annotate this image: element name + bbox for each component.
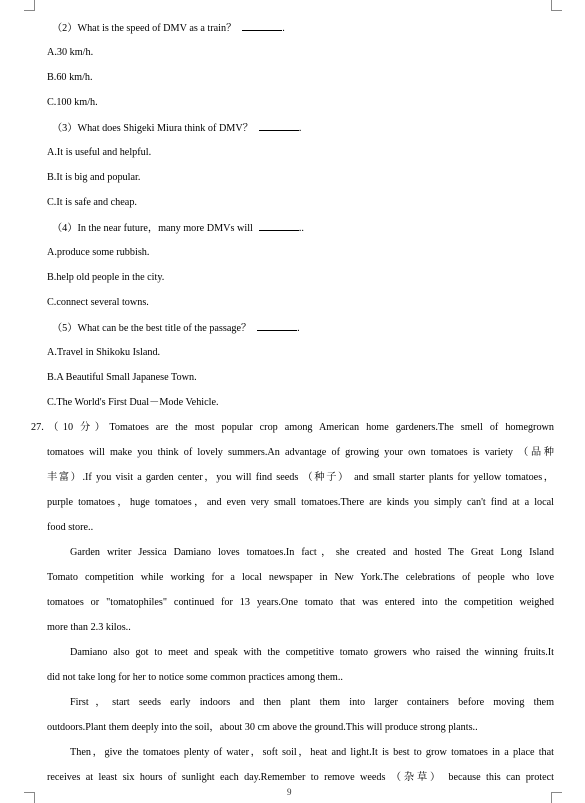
passage-line: 丰富）.If you visit a garden center，you will find seeds （种子） and small starter plants for yellow tomatoes，: [47, 472, 554, 483]
question-stem-text: （3）What does Shigeki Miura think of DMV？: [52, 123, 253, 134]
question-2-stem: [52, 21, 285, 35]
option-line: C.It is safe and cheap.: [47, 197, 137, 208]
crop-mark-top-right: [551, 0, 562, 11]
passage-line: tomatoes will make you think of lovely summers.An advantage of growing your own tomatoes is variety （品种: [47, 447, 554, 458]
passage-line: outdoors.Plant them deeply into the soil，about 30 cm above the ground.This will produce strong plants..: [47, 722, 478, 733]
passage-line: more than 2.3 kilos..: [47, 622, 131, 633]
option-line: A.30 km/h.: [47, 47, 94, 58]
question-stem-text: （4）In the near future，many more DMVs will: [52, 223, 253, 234]
crop-mark-top-left: [24, 0, 35, 11]
passage-line: did not take long for her to notice some common practices among them..: [47, 672, 343, 683]
question-tail: ..: [298, 223, 304, 234]
crop-mark-bottom-left: [24, 792, 35, 803]
option-line: C.100 km/h.: [47, 97, 98, 108]
passage-line: First，start seeds early indoors and then plant them into larger containers before moving them: [70, 697, 554, 708]
question-4-stem: [52, 221, 304, 235]
question-stem-text: （2）What is the speed of DMV as a train？: [52, 23, 237, 34]
passage-line: tomatoes or "tomatophiles" continued for 13 years.One tomato that was entered into the competition weighed: [47, 597, 554, 608]
passage-line: receives at least six hours of sunlight each day.Remember to remove weeds （杂草） because this can protect: [47, 772, 554, 783]
page-number: 9: [287, 787, 292, 797]
passage-line: food store..: [47, 522, 94, 533]
passage-line: Then，give the tomatoes plenty of water，soft soil，heat and light.It is best to grow tomatoes in a place that: [70, 747, 554, 758]
question-5-stem: [52, 321, 300, 335]
question-tail: .: [282, 23, 285, 34]
answer-blank: [242, 21, 282, 31]
question-tail: .: [298, 123, 302, 134]
option-line: A.produce some rubbish.: [47, 247, 150, 258]
passage-line: 27.（10 分）Tomatoes are the most popular crop among American home gardeners.The smell of homegrown: [31, 422, 554, 433]
option-line: C.connect several towns.: [47, 297, 149, 308]
passage-line: purple tomatoes，huge tomatoes，and even very small tomatoes.There are kinds you simply can't find at a local: [47, 497, 554, 508]
option-line: A.Travel in Shikoku Island.: [47, 347, 161, 358]
passage-line: Damiano also got to meet and speak with the competitive tomato growers who raised the winning fruits.It: [70, 647, 554, 658]
question-stem-text: （5）What can be the best title of the passage？: [52, 323, 252, 334]
option-line: B.A Beautiful Small Japanese Town.: [47, 372, 197, 383]
option-line: B.help old people in the city.: [47, 272, 165, 283]
option-line: A.It is useful and helpful.: [47, 147, 152, 158]
option-line: C.The World's First Dual－Mode Vehicle.: [47, 397, 219, 408]
option-line: B.60 km/h.: [47, 72, 93, 83]
answer-blank: [259, 221, 299, 231]
question-3-stem: [52, 121, 301, 135]
option-line: B.It is big and popular.: [47, 172, 141, 183]
question-tail: .: [297, 323, 300, 334]
crop-mark-bottom-right: [551, 792, 562, 803]
passage-line: Tomato competition while working for a local newspaper in New York.The celebrations of people who love: [47, 572, 554, 583]
passage-line: Garden writer Jessica Damiano loves tomatoes.In fact，she created and hosted The Great Long Island: [70, 547, 554, 558]
answer-blank: [257, 321, 297, 331]
answer-blank: [259, 121, 299, 131]
